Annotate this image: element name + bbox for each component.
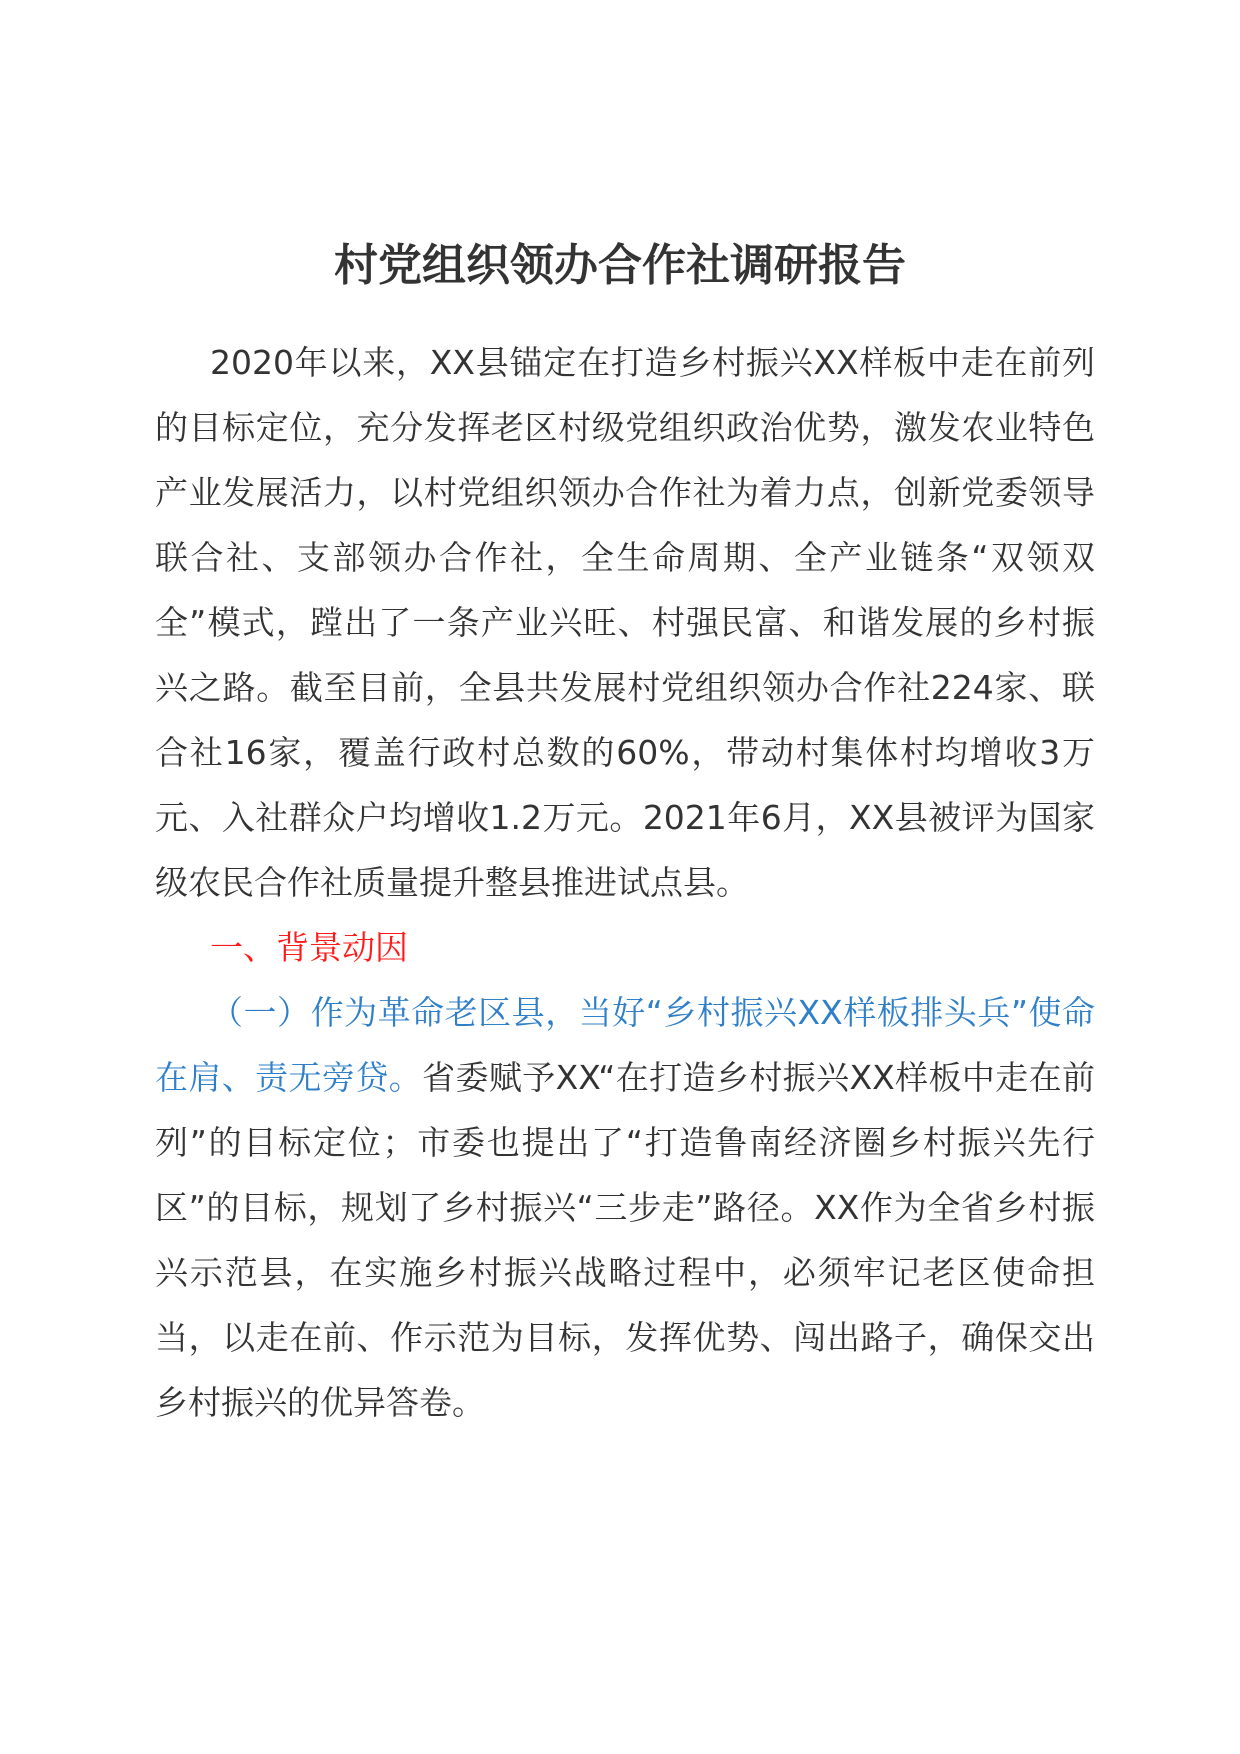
subsection-heading: （一）作为革命老区县，当好“乡村振兴XX样板排头兵”使命在肩、责无旁贷。	[155, 993, 1095, 1097]
document-title: 村党组织领办合作社调研报告	[334, 240, 906, 291]
intro-paragraph: 2020年以来，XX县锚定在打造乡村振兴XX样板中走在前列的目标定位，充分发挥老区村级党组织政治优势，激发农业特色产业发展活力，以村党组织领办合作社为着力点，创新党委领导联合社、支部领办合作社，全生命周期、全产业链条“双领双全”模式，蹚出了一条产业兴旺、村强民富、和谐发展的乡村振兴之路。截至目前，全县共发展村党组织领办合作社224家、联合社16家，覆盖行政村总数的60%，带动村集体村均增收3万元、入社群众户均增收1.2万元。2021年6月，XX县被评为国家级农民合作社质量提升整县推进试点县。	[155, 343, 1095, 902]
subsection-paragraph	[155, 980, 1095, 1435]
subsection-body: 省委赋予XX“在打造乡村振兴XX样板中走在前列”的目标定位；市委也提出了“打造鲁南经济圈乡村振兴先行区”的目标，规划了乡村振兴“三步走”路径。XX作为全省乡村振兴示范县，在实施乡村振兴战略过程中，必须牢记老区使命担当，以走在前、作示范为目标，发挥优势、闯出路子，确保交出乡村振兴的优异答卷。	[155, 1058, 1096, 1422]
section-heading-background: 一、背景动因	[210, 928, 408, 967]
